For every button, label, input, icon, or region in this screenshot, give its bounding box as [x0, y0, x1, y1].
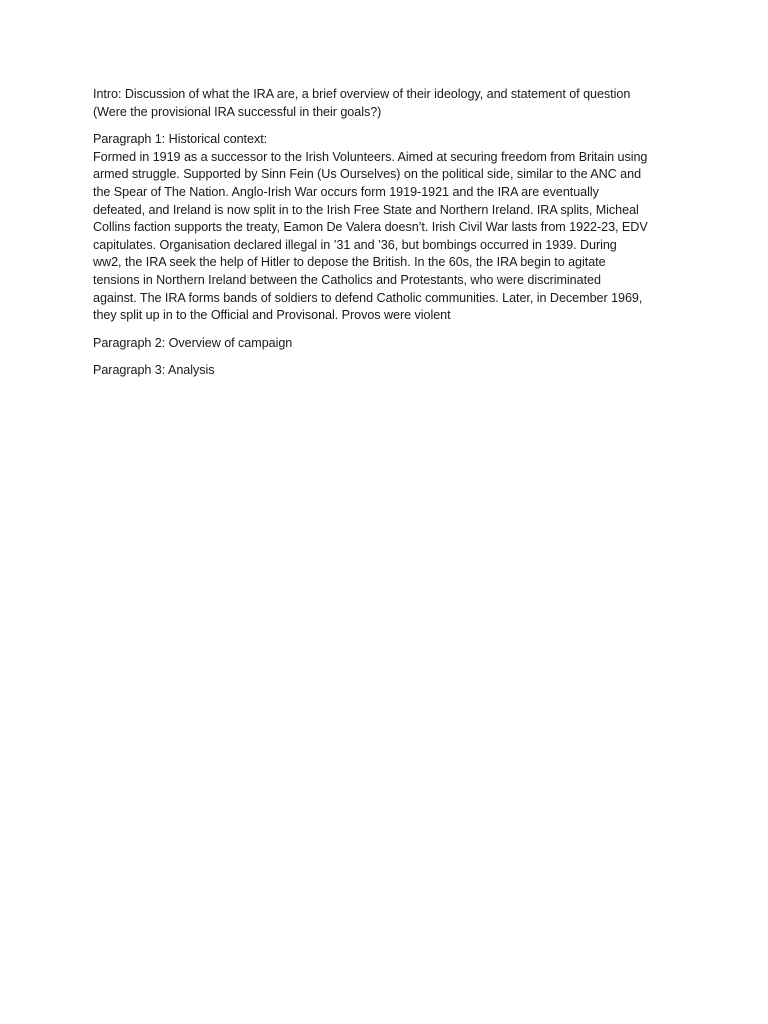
paragraph-1-line: against. The IRA forms bands of soldiers to defend Catholic communities. Later, in December 1969,: [93, 290, 643, 305]
paragraph-1-line: defeated, and Ireland is now split in to the Irish Free State and Northern Ireland. IRA splits, Micheal: [93, 202, 639, 217]
paragraph-2: [93, 335, 678, 353]
paragraph-1-line: Formed in 1919 as a successor to the Irish Volunteers. Aimed at securing freedom from Britain using: [93, 149, 648, 164]
paragraph-1: [93, 131, 678, 325]
paragraph-1-line: they split up in to the Official and Provisonal. Provos were violent: [93, 308, 451, 323]
paragraph-1-line: Collins faction supports the treaty, Eamon De Valera doesn’t. Irish Civil War lasts from 1922-23, EDV: [93, 220, 648, 235]
paragraph-1-line: armed struggle. Supported by Sinn Fein (Us Ourselves) on the political side, similar to the ANC and: [93, 167, 642, 182]
intro-paragraph: [93, 86, 678, 121]
intro-line: (Were the provisional IRA successful in their goals?): [93, 104, 382, 119]
paragraph-1-line: ww2, the IRA seek the help of Hitler to depose the British. In the 60s, the IRA begin to agitate: [93, 255, 606, 270]
paragraph-1-line: the Spear of The Nation. Anglo-Irish War occurs form 1919-1921 and the IRA are eventually: [93, 184, 599, 199]
intro-line: Intro: Discussion of what the IRA are, a brief overview of their ideology, and statement of question: [93, 87, 631, 101]
paragraph-1-line: capitulates. Organisation declared illegal in ’31 and ’36, but bombings occurred in 1939. During: [93, 237, 617, 252]
paragraph-3: [93, 362, 678, 380]
paragraph-1-heading: Paragraph 1: Historical context:: [93, 132, 268, 147]
document-content: [93, 86, 678, 390]
paragraph-2-heading: Paragraph 2: Overview of campaign: [93, 335, 293, 350]
paragraph-3-heading: Paragraph 3: Analysis: [93, 363, 215, 378]
paragraph-1-line: tensions in Northern Ireland between the Catholics and Protestants, who were discriminated: [93, 272, 601, 287]
